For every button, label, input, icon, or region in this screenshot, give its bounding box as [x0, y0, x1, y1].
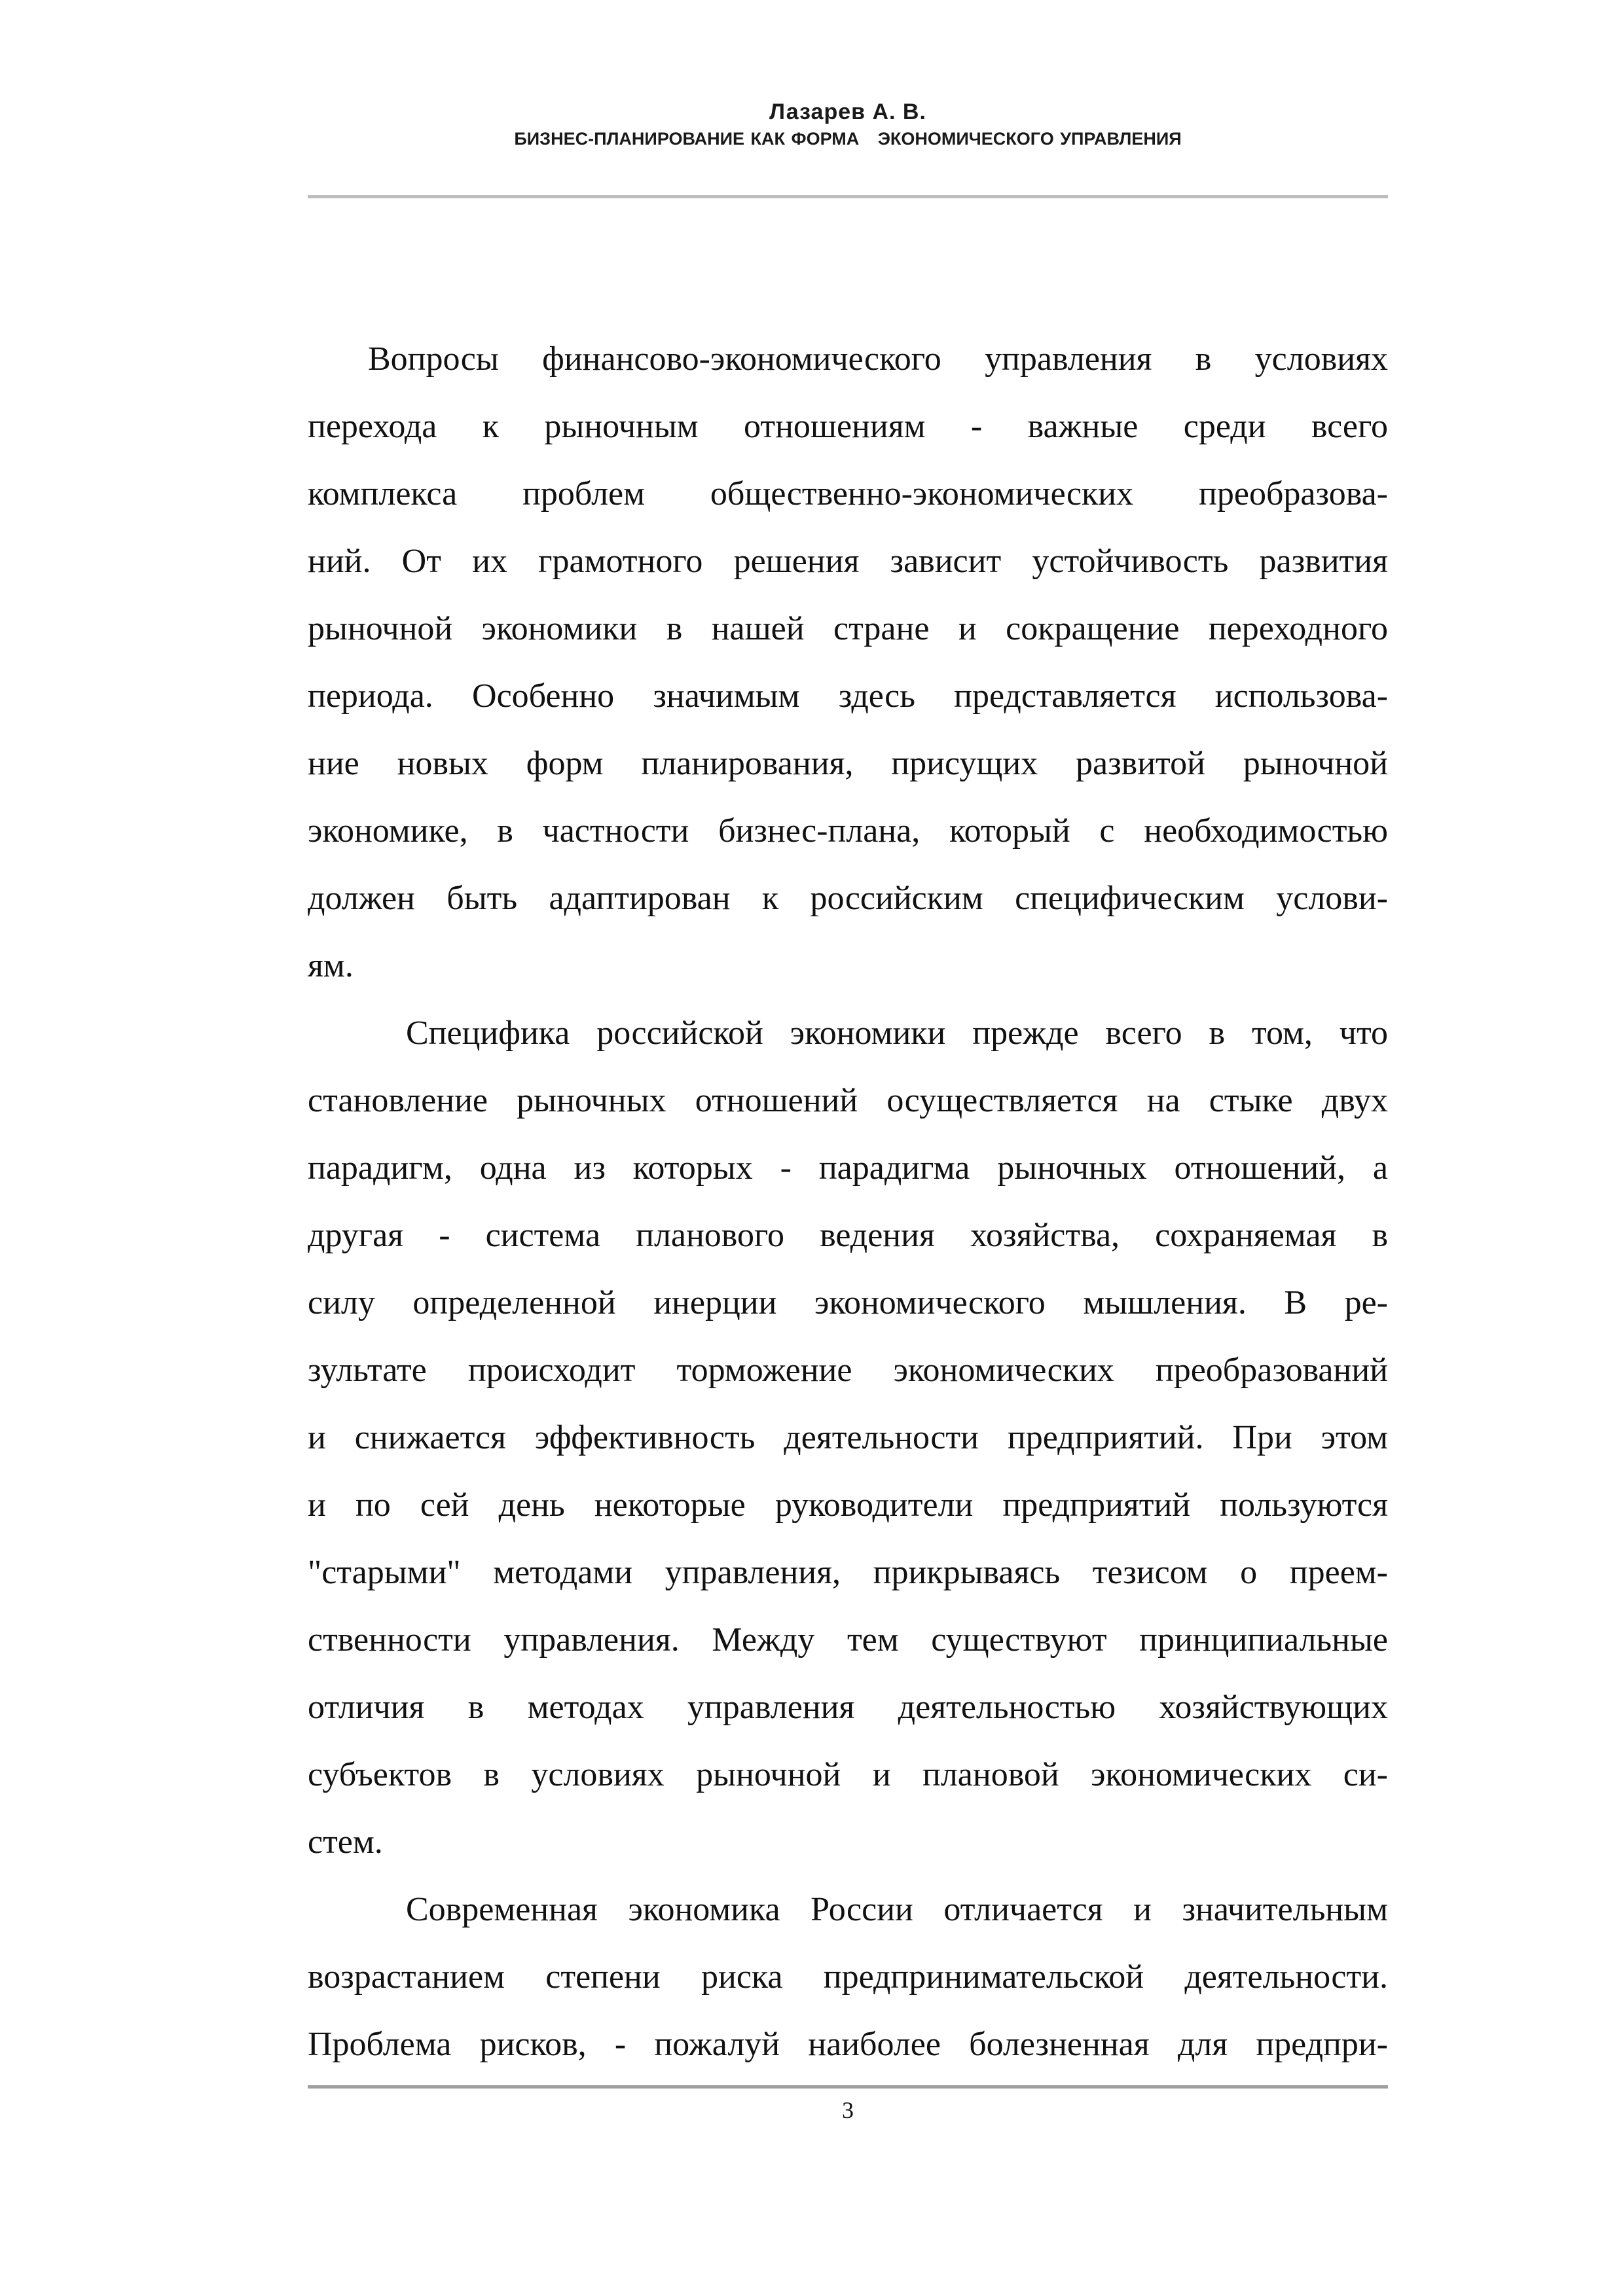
body-text	[308, 325, 1388, 2078]
paragraph-2-line-4: другая - система планового ведения хозяйства, сохраняемая в	[308, 1217, 1388, 1254]
paragraph-2-line-13: стем.	[308, 1823, 383, 1861]
paragraph-2-line-7: и снижается эффективность деятельности предприятий. При этом	[308, 1419, 1388, 1456]
author-name: Лазарев А. В.	[769, 99, 926, 124]
paragraph-1-line-5: рыночной экономики в нашей стране и сокращение переходного	[308, 610, 1388, 647]
paragraph-1-line-6: периода. Особенно значимым здесь представляется использова-	[308, 677, 1388, 715]
header-rule	[308, 195, 1388, 198]
paragraph-1-line-7: ние новых форм планирования, присущих развитой рыночной	[308, 745, 1388, 782]
paragraph-2-line-12: субъектов в условиях рыночной и плановой экономических си-	[308, 1756, 1388, 1793]
paragraph-2-line-9: "старыми" методами управления, прикрываясь тезисом о преем-	[308, 1554, 1388, 1591]
paragraph-1-line-9: должен быть адаптирован к российским специфическим услови-	[308, 880, 1388, 917]
paragraph-2-line-3: парадигм, одна из которых - парадигма рыночных отношений, а	[308, 1149, 1388, 1187]
paper-title: БИЗНЕС-ПЛАНИРОВАНИЕ КАК ФОРМА ЭКОНОМИЧЕСКОГО УПРАВЛЕНИЯ	[514, 129, 1182, 149]
paragraph-1-line-2: перехода к рыночным отношениям - важные среди всего	[308, 408, 1388, 445]
paragraph-2-line-5: силу определенной инерции экономического мышления. В ре-	[308, 1284, 1388, 1321]
paragraph-2-line-8: и по сей день некоторые руководители предприятий пользуются	[308, 1486, 1388, 1524]
paragraph-2-line-11: отличия в методах управления деятельностью хозяйствующих	[308, 1689, 1388, 1726]
page-header	[308, 98, 1388, 151]
paragraph-2-line-6: зультате происходит торможение экономических преобразований	[308, 1352, 1388, 1389]
paragraph-1-line-3: комплекса проблем общественно-экономических преобразова-	[308, 475, 1388, 512]
paragraph-3-line-1: Современная экономика России отличается и значительным	[406, 1891, 1388, 1928]
page-number: 3	[842, 2097, 854, 2123]
paragraph-1-line-1: Вопросы финансово-экономического управления в условиях	[368, 340, 1388, 378]
paragraph-3-line-2: возрастанием степени риска предпринимательской деятельности.	[308, 1958, 1388, 1996]
paragraph-1-line-8: экономике, в частности бизнес-плана, который с необходимостью	[308, 812, 1388, 850]
paragraph-2-line-10: ственности управления. Между тем существуют принципиальные	[308, 1621, 1388, 1659]
footer-rule	[308, 2085, 1388, 2089]
paragraph-1-line-10: ям.	[308, 947, 354, 984]
paragraph-2-line-1: Специфика российской экономики прежде всего в том, что	[406, 1014, 1388, 1052]
paragraph-1-line-4: ний. От их грамотного решения зависит устойчивость развития	[308, 543, 1388, 580]
paragraph-3-line-3: Проблема рисков, - пожалуй наиболее болезненная для предпри-	[308, 2026, 1388, 2063]
paragraph-2-line-2: становление рыночных отношений осуществляется на стыке двух	[308, 1082, 1388, 1119]
